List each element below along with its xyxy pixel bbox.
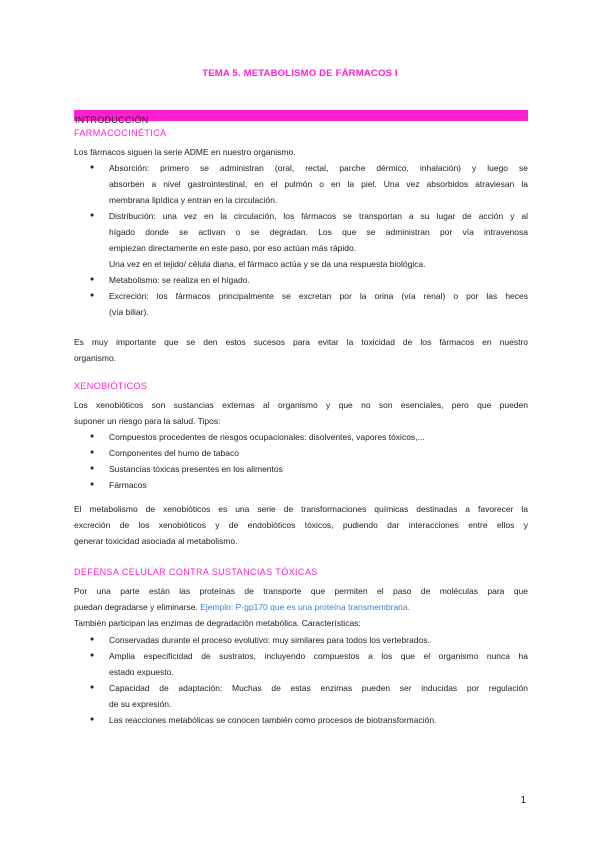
list-item: ● Fármacos [90, 480, 147, 490]
list-item: ● Componentes del humo de tabaco [90, 448, 239, 458]
intro-closing: Es muy importante que se den estos sucesos para evitar la toxicidad de los fármacos en nuestro organismo. [74, 337, 528, 363]
heading-xenobioticos: XENOBIÓTICOS [74, 381, 148, 391]
list-item: ● Absorción: primero se administran (oral, rectal, parche dérmico, inhalación) y luego se absorben a nivel gastrointestinal, en el pulmón o en la piel. Una vez absorbidos atraviesan la membrana lipídica y entran en la circulación. [90, 163, 528, 205]
enzyme-characteristics-list [74, 632, 528, 728]
heading-defensa-celular: DEFENSA CELULAR CONTRA SUSTANCIAS TÓXICAS [74, 567, 318, 577]
list-item: ● Amplia especificidad de sustratos, incluyendo compuestos a los que el organismo nunca ha estado expuesto. [90, 651, 528, 677]
list-item: ● Metabolismo: se realiza en el hígado. [90, 275, 250, 285]
adme-list [74, 160, 528, 320]
section-bar-introduccion [74, 110, 528, 125]
heading-farmacocinetica: FARMACOCINÉTICA [74, 128, 167, 138]
list-item: ● Las reacciones metabólicas se conocen también como procesos de biotransformación. [90, 715, 437, 725]
section-label: INTRODUCCIÓN [75, 115, 149, 125]
list-item: ● Distribución: una vez en la circulación, los fármacos se transportan a su lugar de acción y al hígado donde se activan o se degradan. Los que se administran por vía intravenosa empiezan directamente en este paso, por eso actúan más rápido. Una vez en el tejido/ célula diana, el fármaco actúa y se da una respuesta biológica. [90, 211, 528, 269]
list-item: ● Excreción: los fármacos principalmente se excretan por la orina (vía renal) o por las heces (vía biliar). [90, 291, 528, 317]
page-number: 1 [520, 795, 526, 806]
xeno-types-list [74, 429, 528, 493]
example-note: Ejemplo: P-gp170 que es una proteína transmembrana. [200, 602, 410, 612]
list-item: ● Capacidad de adaptación: Muchas de estas enzimas pueden ser inducidas por regulación de su expresión. [90, 683, 528, 709]
xeno-lead: Los xenobióticos son sustancias externas al organismo y que no son esenciales, pero que pueden suponer un riesgo para la salud. Tipos: [74, 400, 528, 426]
list-item: ● Sustancias tóxicas presentes en los alimentos [90, 464, 283, 474]
list-item: ● Conservadas durante el proceso evolutivo: muy similares para todos los vertebrados. [90, 635, 430, 645]
defensa-lead: Por una parte están las proteínas de transporte que permiten el paso de moléculas para que puedan degradarse y eliminarse. Ejemplo: P-gp170 que es una proteína transmembrana. También participan las enzimas de degradación metabólica. Características: [74, 586, 528, 628]
document-title: TEMA 5. METABOLISMO DE FÁRMACOS I [202, 68, 398, 79]
xeno-closing: El metabolismo de xenobióticos es una serie de transformaciones químicas destinadas a favorecer la excreción de los xenobióticos y de endobióticos tóxicos, pudiendo dar interacciones entre ellos y generar toxicidad asociada al metabolismo. [74, 504, 528, 546]
intro-lead: Los fármacos siguen la serie ADME en nuestro organismo. [74, 147, 296, 157]
list-item: ● Compuestos procedentes de riesgos ocupacionales: disolventes, vapores tóxicos,... [90, 432, 425, 442]
